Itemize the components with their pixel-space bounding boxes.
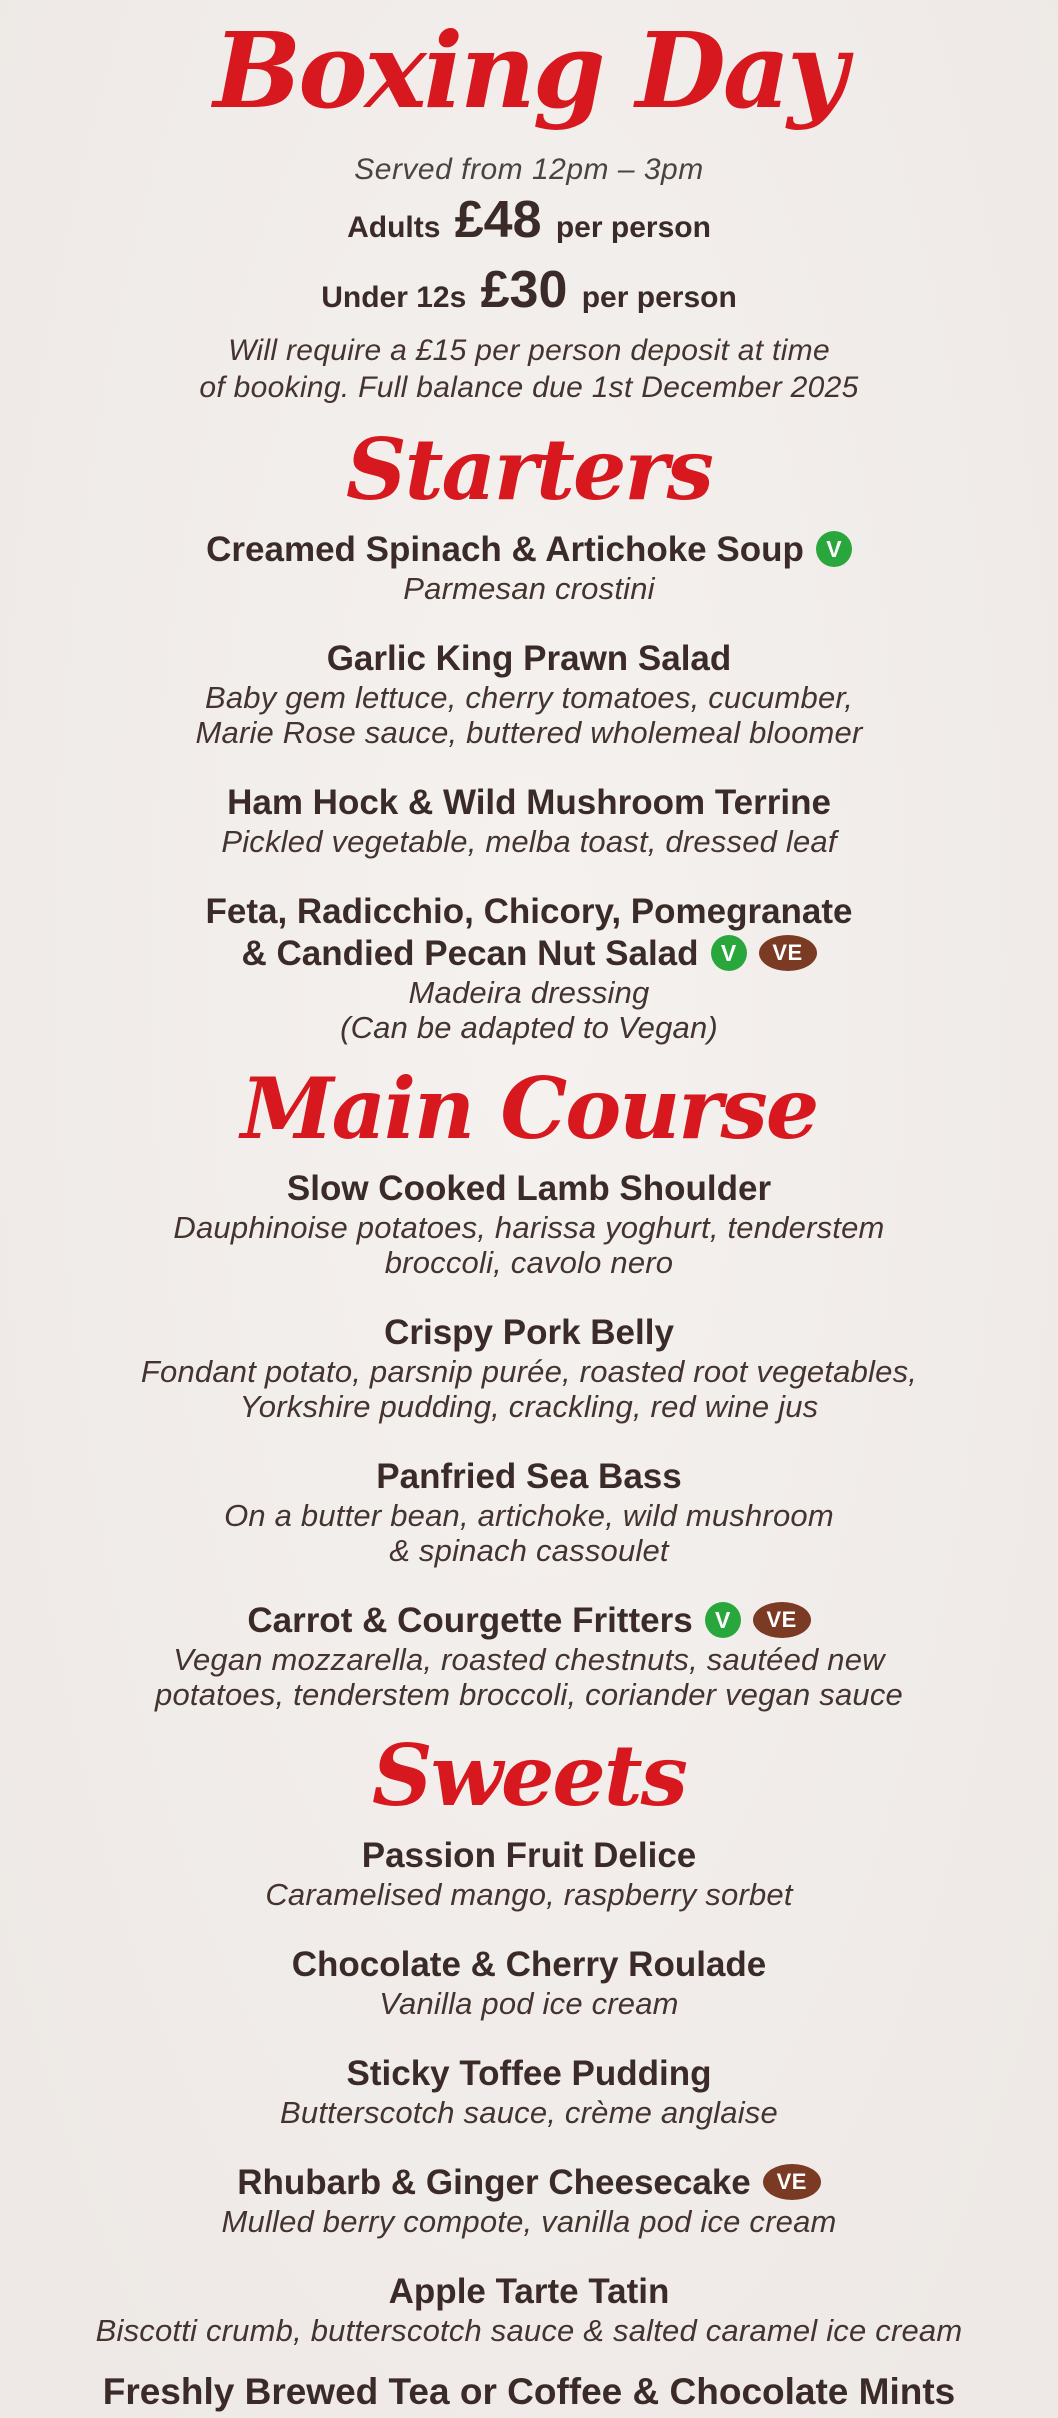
item-desc bbox=[0, 1642, 1058, 1712]
item-name bbox=[0, 1312, 1058, 1354]
adult-price-suffix: per person bbox=[555, 211, 711, 244]
item-desc-line: Caramelised mango, raspberry sorbet bbox=[265, 1877, 793, 1912]
adult-price-line bbox=[0, 190, 1058, 258]
item-name bbox=[0, 2162, 1058, 2204]
item-desc-line: Vanilla pod ice cream bbox=[379, 1986, 679, 2021]
menu-item bbox=[0, 638, 1058, 750]
item-desc-line: Yorkshire pudding, crackling, red wine jus bbox=[239, 1389, 819, 1424]
menu-item bbox=[0, 529, 1058, 606]
item-name-text: Ham Hock & Wild Mushroom Terrine bbox=[227, 783, 831, 822]
item-name-line bbox=[0, 782, 1058, 824]
vegan-badge-icon: VE bbox=[753, 1602, 811, 1638]
item-desc-line: Marie Rose sauce, buttered wholemeal bloomer bbox=[195, 715, 863, 750]
item-desc-line: (Can be adapted to Vegan) bbox=[340, 1010, 718, 1045]
item-desc-line: Pickled vegetable, melba toast, dressed leaf bbox=[221, 824, 837, 859]
item-name-line bbox=[0, 638, 1058, 680]
item-name-text: Sticky Toffee Pudding bbox=[346, 2054, 712, 2093]
section-items bbox=[0, 529, 1058, 1045]
item-name bbox=[0, 2271, 1058, 2313]
item-name-line bbox=[0, 1312, 1058, 1354]
item-name-text: Passion Fruit Delice bbox=[361, 1836, 697, 1875]
deposit-note-line: of booking. Full balance due 1st December 2025 bbox=[199, 371, 859, 404]
item-name bbox=[0, 2053, 1058, 2095]
item-desc bbox=[0, 2313, 1058, 2348]
item-name-line bbox=[0, 1944, 1058, 1986]
item-name-line bbox=[0, 1168, 1058, 1210]
child-price-suffix: per person bbox=[581, 281, 737, 314]
menu-sections bbox=[0, 422, 1058, 2348]
item-name bbox=[0, 1835, 1058, 1877]
item-name-text: Feta, Radicchio, Chicory, Pomegranate bbox=[205, 892, 853, 931]
item-name-text: Rhubarb & Ginger Cheesecake bbox=[237, 2163, 751, 2202]
item-name bbox=[0, 1456, 1058, 1498]
menu-item bbox=[0, 1600, 1058, 1712]
item-desc-line: Biscotti crumb, butterscotch sauce & salted caramel ice cream bbox=[95, 2313, 963, 2348]
item-desc-line: On a butter bean, artichoke, wild mushroom bbox=[224, 1498, 834, 1533]
adult-price-value: £48 bbox=[454, 191, 542, 249]
vegetarian-badge-icon: V bbox=[816, 531, 852, 567]
item-desc-line: & spinach cassoulet bbox=[389, 1533, 669, 1568]
child-price-line bbox=[0, 260, 1058, 328]
menu-section bbox=[0, 1061, 1058, 1712]
menu-item bbox=[0, 2162, 1058, 2239]
item-name-text: Crispy Pork Belly bbox=[384, 1313, 674, 1352]
item-desc-line: Baby gem lettuce, cherry tomatoes, cucumber, bbox=[204, 680, 854, 715]
menu-item bbox=[0, 2053, 1058, 2130]
menu-item bbox=[0, 782, 1058, 859]
item-desc-line: Mulled berry compote, vanilla pod ice cream bbox=[221, 2204, 837, 2239]
section-heading: Sweets bbox=[372, 1726, 686, 1825]
item-name-text: Creamed Spinach & Artichoke Soup bbox=[206, 530, 804, 569]
item-desc bbox=[0, 975, 1058, 1045]
menu-item bbox=[0, 1944, 1058, 2021]
item-desc bbox=[0, 824, 1058, 859]
section-heading: Main Course bbox=[240, 1059, 818, 1158]
item-desc bbox=[0, 1210, 1058, 1280]
item-name-line bbox=[0, 1835, 1058, 1877]
item-desc bbox=[0, 1498, 1058, 1568]
item-name-text: Chocolate & Cherry Roulade bbox=[291, 1945, 767, 1984]
deposit-note bbox=[0, 332, 1058, 406]
child-price-value: £30 bbox=[480, 261, 568, 319]
item-desc-line: Madeira dressing bbox=[408, 975, 650, 1010]
vegan-badge-icon: VE bbox=[763, 2164, 821, 2200]
menu-item bbox=[0, 1312, 1058, 1424]
serving-hours-note: Served from 12pm – 3pm bbox=[354, 153, 704, 186]
item-desc-line: broccoli, cavolo nero bbox=[384, 1245, 674, 1280]
item-desc-line: Dauphinoise potatoes, harissa yoghurt, tenderstem bbox=[173, 1210, 885, 1245]
item-name-line bbox=[0, 1456, 1058, 1498]
item-desc bbox=[0, 571, 1058, 606]
menu-section bbox=[0, 422, 1058, 1045]
item-name-line bbox=[0, 529, 1058, 571]
item-desc-line: Butterscotch sauce, crème anglaise bbox=[280, 2095, 778, 2130]
section-heading: Starters bbox=[346, 420, 712, 519]
item-name-text: Panfried Sea Bass bbox=[376, 1457, 682, 1496]
menu-item bbox=[0, 1835, 1058, 1912]
deposit-note-line: Will require a £15 per person deposit at time bbox=[228, 334, 830, 367]
item-name-line bbox=[0, 1600, 1058, 1642]
item-name bbox=[0, 529, 1058, 571]
section-items bbox=[0, 1835, 1058, 2348]
item-name-line bbox=[0, 2162, 1058, 2204]
item-name-text: Carrot & Courgette Fritters bbox=[247, 1601, 693, 1640]
item-desc bbox=[0, 2204, 1058, 2239]
vegan-badge-icon: VE bbox=[759, 935, 817, 971]
item-name bbox=[0, 1944, 1058, 1986]
item-desc bbox=[0, 1877, 1058, 1912]
item-name-line bbox=[0, 891, 1058, 933]
item-desc bbox=[0, 680, 1058, 750]
item-desc-line: Parmesan crostini bbox=[403, 571, 655, 606]
menu-item bbox=[0, 2271, 1058, 2348]
adult-price-prefix: Adults bbox=[347, 211, 441, 244]
menu-item bbox=[0, 1456, 1058, 1568]
tea-coffee-footer: Freshly Brewed Tea or Coffee & Chocolate Mints bbox=[102, 2371, 956, 2412]
item-name bbox=[0, 638, 1058, 680]
item-name bbox=[0, 1168, 1058, 1210]
item-name-line bbox=[0, 2271, 1058, 2313]
menu-item bbox=[0, 1168, 1058, 1280]
item-name bbox=[0, 782, 1058, 824]
vegetarian-badge-icon: V bbox=[705, 1602, 741, 1638]
menu-item bbox=[0, 891, 1058, 1045]
item-name-text: Slow Cooked Lamb Shoulder bbox=[286, 1169, 772, 1208]
menu-section bbox=[0, 1728, 1058, 2348]
section-items bbox=[0, 1168, 1058, 1712]
item-name bbox=[0, 1600, 1058, 1642]
item-name-line bbox=[0, 933, 1058, 975]
item-name-line bbox=[0, 2053, 1058, 2095]
item-name bbox=[0, 891, 1058, 975]
vegetarian-badge-icon: V bbox=[711, 935, 747, 971]
item-desc-line: Fondant potato, parsnip purée, roasted root vegetables, bbox=[140, 1354, 918, 1389]
item-desc bbox=[0, 1986, 1058, 2021]
item-name-text: Garlic King Prawn Salad bbox=[326, 639, 732, 678]
child-price-prefix: Under 12s bbox=[321, 281, 467, 314]
item-name-text: Apple Tarte Tatin bbox=[388, 2272, 670, 2311]
item-desc-line: Vegan mozzarella, roasted chestnuts, sautéed new bbox=[173, 1642, 885, 1677]
item-name-text: & Candied Pecan Nut Salad bbox=[241, 934, 699, 973]
item-desc bbox=[0, 2095, 1058, 2130]
item-desc-line: potatoes, tenderstem broccoli, coriander vegan sauce bbox=[155, 1677, 903, 1712]
item-desc bbox=[0, 1354, 1058, 1424]
page-title: Boxing Day bbox=[213, 9, 845, 132]
